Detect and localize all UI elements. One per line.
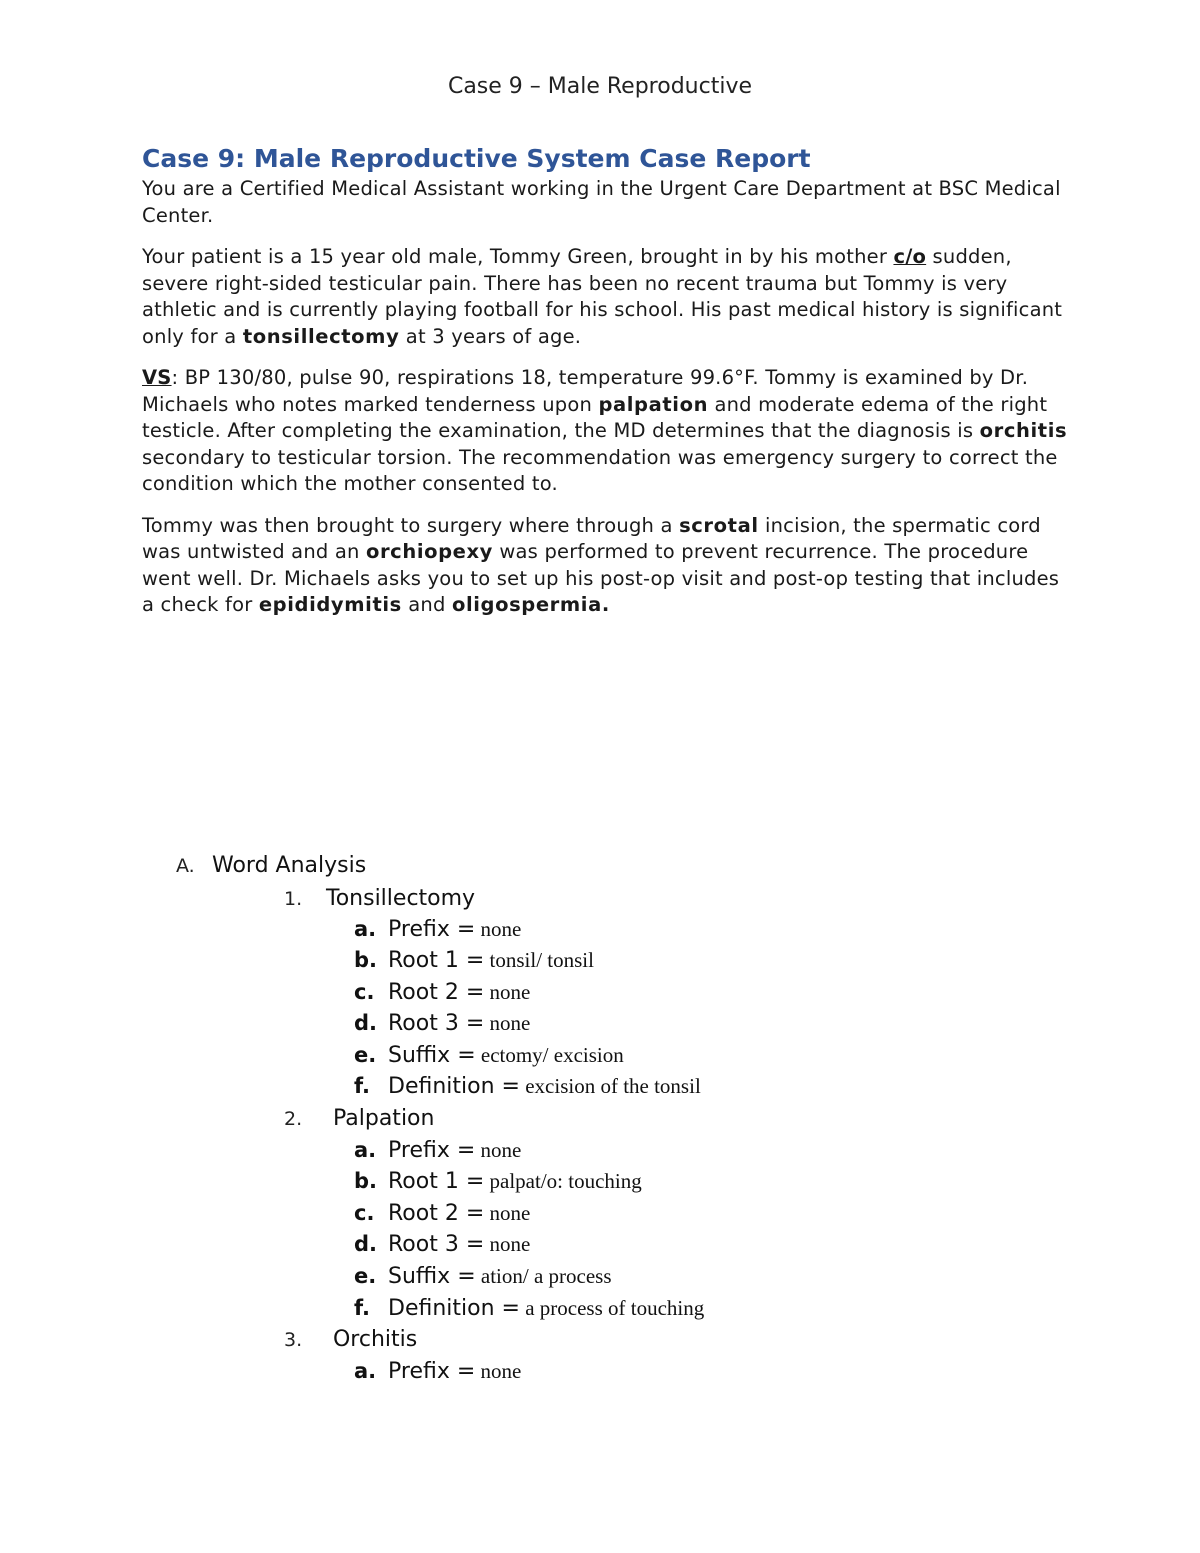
term-epididymitis: epididymitis [258,593,402,616]
surgery-paragraph [142,513,1072,619]
item-label: Palpation [326,1106,435,1131]
vitals-paragraph [142,365,1072,498]
list-item [354,914,521,945]
list-marker: d. [354,1011,378,1035]
text-run: incision, the spermatic cord was untwisted and an [142,513,1041,563]
list-item [354,1261,612,1292]
list-item [354,945,594,976]
list-item [284,1324,417,1355]
item-label: Tonsillectomy [326,886,476,911]
row-value: none [484,1232,531,1256]
list-item [354,1293,704,1324]
list-marker: c. [354,980,375,1004]
list-marker: 1. [284,888,303,910]
patient-paragraph [142,244,1072,350]
row-value: excision of the tonsil [519,1074,701,1098]
list-marker: f. [354,1296,370,1320]
text-run: sudden, severe right-sided testicular pain. There has been no recent trauma but Tommy is very athletic and is currently playing football for his school. His past medical history is significant only for a [142,245,1063,348]
row-label: Suffix = [388,1264,476,1289]
row-label: Root 2 = [388,1201,485,1226]
text-run: and [401,593,452,616]
text-run: Your patient is a 15 year old male, Tommy Green, brought in by his mother [142,245,894,268]
row-value: none [475,1359,522,1383]
list-item [354,1071,701,1102]
list-item [354,1198,530,1229]
term-palpation: palpation [598,392,709,416]
list-item [354,1135,521,1166]
section-label: Word Analysis [212,853,367,878]
row-value: none [475,1138,522,1162]
row-label: Root 1 = [388,1169,485,1194]
row-value: ation/ a process [475,1264,612,1288]
list-marker: c. [354,1201,375,1225]
list-marker: f. [354,1074,370,1098]
list-marker: 2. [284,1108,303,1130]
list-marker: A. [176,855,195,877]
term-scrotal: scrotal [679,513,759,537]
list-marker: b. [354,948,378,972]
list-marker: 3. [284,1329,303,1351]
row-label: Root 1 = [388,948,485,973]
list-marker: a. [354,1138,377,1162]
text-run: was performed to prevent recurrence. The procedure went well. Dr. Michaels asks you to set up his post-op visit and post-op testing that includes a check for [142,540,1060,616]
list-item [354,1040,624,1071]
term-tonsillectomy: tonsillectomy [242,324,400,348]
row-label: Prefix = [388,917,476,942]
report-title: Case 9: Male Reproductive System Case Report [142,144,811,173]
row-value: none [484,1201,531,1225]
text-run: Tommy was then brought to surgery where through a [142,513,680,537]
text-run: secondary to testicular torsion. The recommendation was emergency surgery to correct the condition which the mother consented to. [142,445,1058,495]
row-value: ectomy/ excision [475,1043,624,1067]
complains-of-abbrev: c/o [893,245,927,268]
text-run: : BP 130/80, pulse 90, respirations 18, temperature 99.6°F. Tommy is examined by Dr. Michaels who notes marked tenderness upon [142,366,1029,416]
row-label: Prefix = [388,1359,476,1384]
row-label: Root 3 = [388,1232,485,1257]
row-value: none [484,980,531,1004]
list-item [354,1008,530,1039]
section-heading [176,850,366,881]
intro-paragraph: You are a Certified Medical Assistant working in the Urgent Care Department at BSC Medical Center. [142,177,1061,227]
case-report-body [142,142,1072,634]
list-marker: a. [354,917,377,941]
term-orchitis: orchitis [979,419,1068,442]
vital-signs-abbrev: VS [142,366,172,389]
list-marker: e. [354,1043,377,1067]
list-marker: a. [354,1359,377,1383]
list-item [354,1229,530,1260]
row-label: Definition = [388,1074,520,1099]
text-run: at 3 years of age. [399,324,582,348]
list-item [284,883,475,914]
term-oligospermia: oligospermia. [451,593,610,616]
row-value: none [475,917,522,941]
list-marker: e. [354,1264,377,1288]
row-label: Root 3 = [388,1011,485,1036]
row-value: tonsil/ tonsil [484,948,594,972]
list-marker: d. [354,1232,378,1256]
list-item [354,1166,642,1197]
row-label: Prefix = [388,1138,476,1163]
row-value: a process of touching [519,1296,705,1320]
item-label: Orchitis [326,1327,418,1352]
row-value: palpat/o: touching [484,1169,642,1193]
list-item [354,977,530,1008]
term-orchiopexy: orchiopexy [365,540,493,563]
list-item [354,1356,521,1387]
row-label: Definition = [388,1296,520,1321]
text-run: and moderate edema of the right testicle. After completing the examination, the MD determines that the diagnosis is [142,392,1048,442]
list-item [284,1103,434,1134]
row-label: Root 2 = [388,980,485,1005]
row-value: none [484,1011,531,1035]
page-header: Case 9 – Male Reproductive [447,74,753,99]
row-label: Suffix = [388,1043,476,1068]
list-marker: b. [354,1169,378,1193]
